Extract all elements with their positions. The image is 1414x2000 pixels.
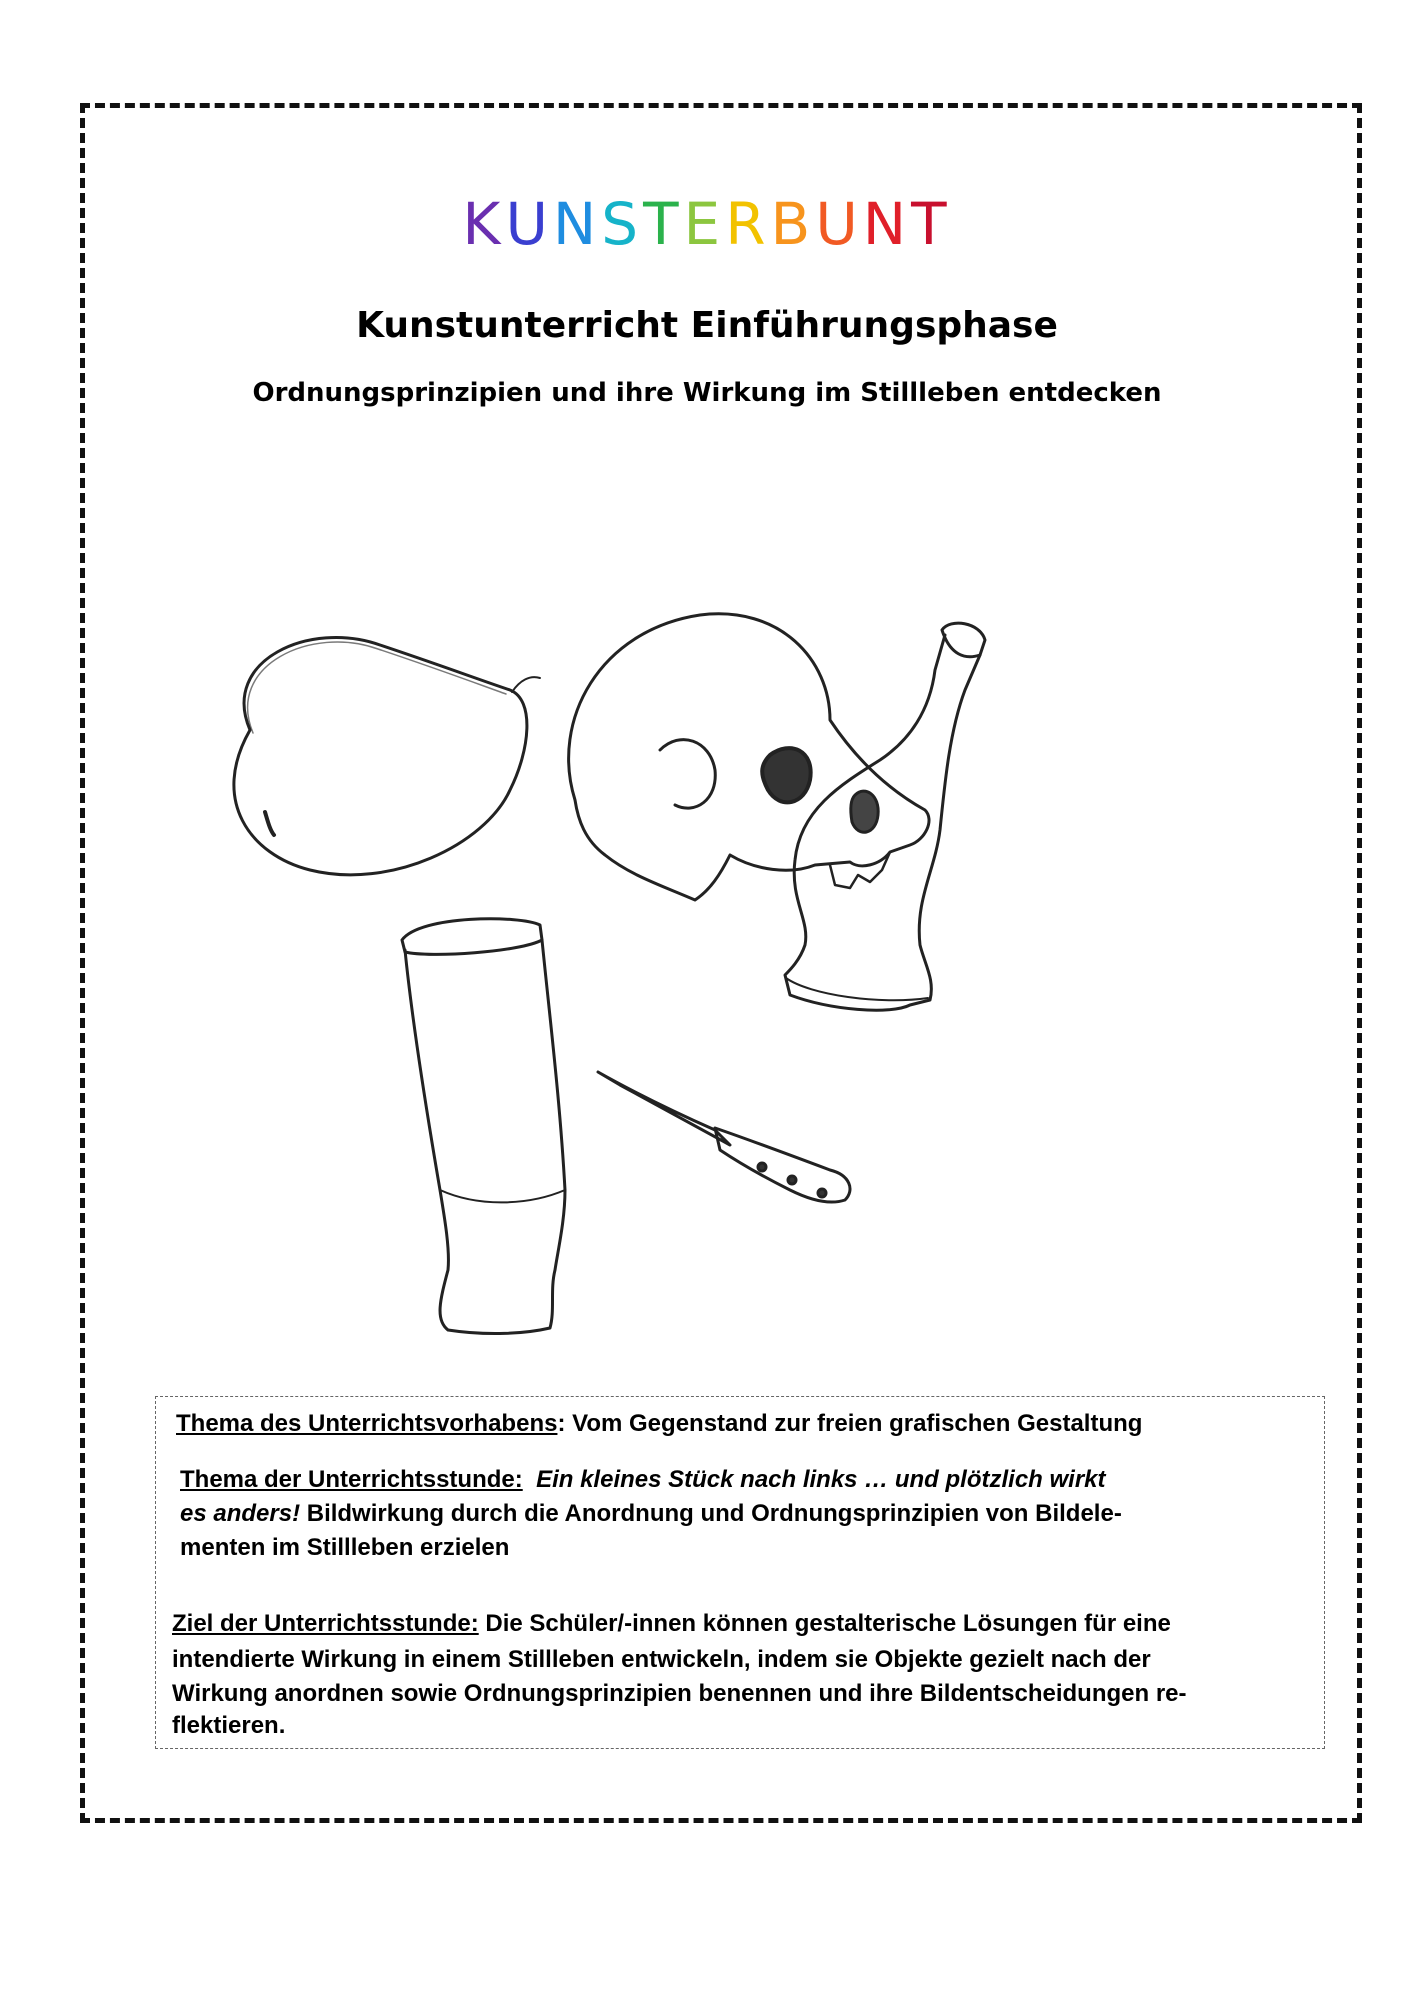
cup-sketch bbox=[402, 919, 565, 1334]
knife-sketch bbox=[598, 1072, 850, 1202]
thema-stunde-line-3 bbox=[180, 1531, 509, 1565]
lesson-info-box bbox=[155, 1396, 1325, 1749]
thema-stunde-italic-1: Ein kleines Stück nach links … und plötzlich wirkt bbox=[522, 1466, 1106, 1493]
logo-letter: T bbox=[643, 190, 684, 258]
thema-vorhaben-colon: : bbox=[557, 1410, 566, 1437]
pear-sketch bbox=[234, 638, 540, 875]
ziel-line-4 bbox=[172, 1709, 285, 1743]
logo-letter: N bbox=[862, 190, 912, 258]
ziel-line-2 bbox=[172, 1643, 1151, 1677]
thema-stunde-line-1 bbox=[180, 1463, 1106, 1497]
thema-stunde-line-2 bbox=[180, 1497, 1122, 1531]
skull-sketch bbox=[569, 614, 929, 900]
logo-letter: S bbox=[601, 190, 644, 258]
logo-letter: U bbox=[815, 190, 863, 258]
thema-vorhaben-text: Vom Gegenstand zur freien grafischen Gestaltung bbox=[565, 1410, 1143, 1437]
logo-letter: R bbox=[725, 190, 771, 258]
logo-letter: U bbox=[505, 190, 553, 258]
logo-letter: N bbox=[552, 190, 602, 258]
logo-letter: K bbox=[462, 190, 506, 258]
logo-letter: B bbox=[770, 190, 816, 258]
page-title: Kunstunterricht Einführungsphase bbox=[356, 305, 1058, 346]
ziel-text-2: intendierte Wirkung in einem Stillleben entwickeln, indem sie Objekte gezielt nach der bbox=[172, 1646, 1151, 1673]
page-subtitle: Ordnungsprinzipien und ihre Wirkung im Stillleben entdecken bbox=[252, 378, 1162, 408]
thema-vorhaben-label: Thema des Unterrichtsvorhabens bbox=[176, 1410, 558, 1437]
logo-letter: T bbox=[911, 190, 952, 258]
thema-stunde-italic-2: es anders! bbox=[180, 1500, 301, 1527]
bottle-sketch bbox=[785, 623, 985, 1010]
ziel-line-3 bbox=[172, 1677, 1187, 1711]
ziel-text-4: flektieren. bbox=[172, 1712, 286, 1739]
thema-vorhaben-line bbox=[176, 1407, 1142, 1441]
thema-stunde-label: Thema der Unterrichtsstunde: bbox=[180, 1466, 523, 1493]
logo-letter: E bbox=[683, 190, 726, 258]
kunsterbunt-logo bbox=[0, 190, 1414, 258]
still-life-drawing bbox=[190, 600, 1090, 1340]
ziel-text-1: Die Schüler/-innen können gestalterische Lösungen für eine bbox=[478, 1610, 1171, 1637]
ziel-text-3: Wirkung anordnen sowie Ordnungsprinzipien benennen und ihre Bildentscheidungen re- bbox=[172, 1680, 1187, 1707]
thema-stunde-text-3: menten im Stillleben erzielen bbox=[180, 1534, 510, 1561]
thema-stunde-text-2: Bildwirkung durch die Anordnung und Ordnungsprinzipien von Bildele- bbox=[300, 1500, 1122, 1527]
ziel-line-1 bbox=[172, 1607, 1171, 1641]
ziel-label: Ziel der Unterrichtsstunde: bbox=[172, 1610, 479, 1637]
